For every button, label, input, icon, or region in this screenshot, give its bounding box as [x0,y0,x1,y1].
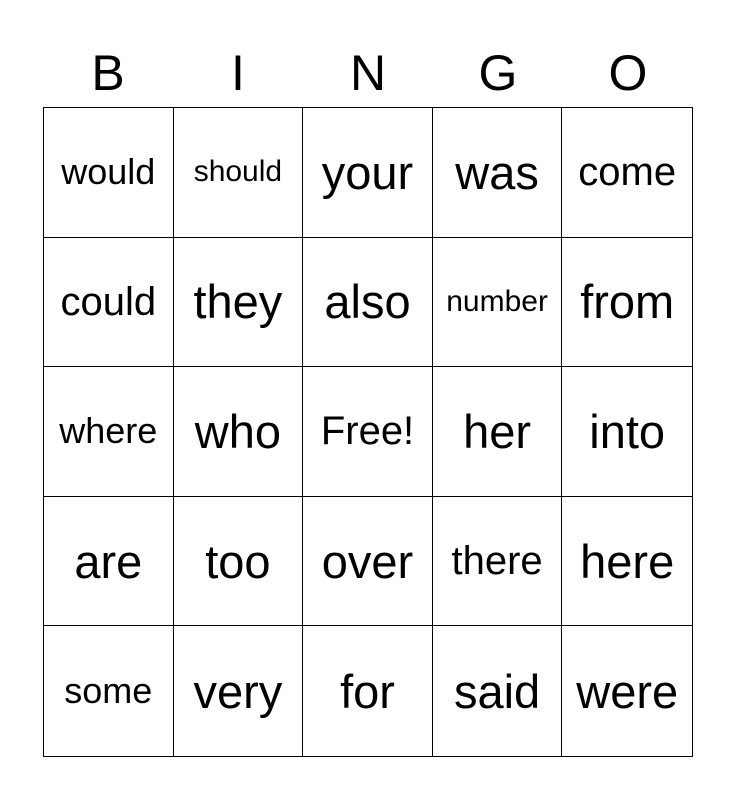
bingo-cell: here [562,497,692,627]
bingo-cell: over [303,497,433,627]
bingo-cell: there [433,497,563,627]
bingo-cell: from [562,238,692,368]
bingo-cell: into [562,367,692,497]
bingo-cell: very [174,626,304,756]
bingo-cell: some [44,626,174,756]
bingo-cell: too [174,497,304,627]
bingo-cell: come [562,108,692,238]
bingo-header [43,42,693,104]
bingo-cell: also [303,238,433,368]
bingo-cell: could [44,238,174,368]
bingo-cell: said [433,626,563,756]
bingo-cell: was [433,108,563,238]
bingo-cell: are [44,497,174,627]
header-letter-o: O [608,45,648,101]
free-space-cell: Free! [303,367,433,497]
bingo-cell: who [174,367,304,497]
bingo-cell: her [433,367,563,497]
bingo-card [43,107,693,757]
header-letter-n: N [349,45,387,101]
bingo-cell: should [174,108,304,238]
bingo-cell: your [303,108,433,238]
header-letter-g: G [478,45,518,101]
bingo-cell: where [44,367,174,497]
bingo-cell: were [576,664,679,718]
header-letter-b: B [91,45,125,101]
bingo-cell: they [174,238,304,368]
bingo-cell: would [44,108,174,238]
header-letter-i: I [231,45,245,101]
bingo-cell: number [433,238,563,368]
bingo-cell: for [303,626,433,756]
